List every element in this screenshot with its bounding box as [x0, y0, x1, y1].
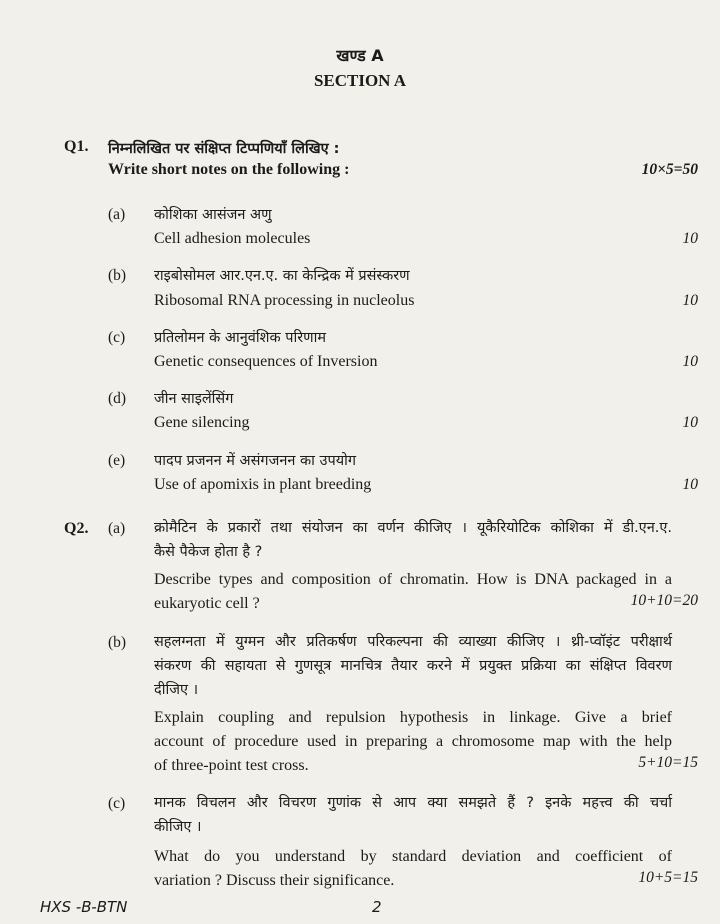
section-heading-hindi: खण्ड A — [336, 46, 384, 65]
q2-part-marks: 10+5=15 — [638, 869, 698, 886]
q2-part-label: (a) — [108, 520, 126, 537]
text-line: Describe types and composition of chromatin. How is DNA packaged in a — [154, 571, 672, 588]
text-line: सहलग्नता में युग्मन और प्रतिकर्षण परिकल्पना की व्याख्या कीजिए । थ्री-प्वॉइंट परीक्षार्थ — [154, 634, 672, 650]
q1-part-hindi: राइबोसोमल आर.एन.ए. का केन्द्रिक में प्रसंस्करण — [154, 268, 410, 284]
q1-part-marks: 10 — [682, 353, 698, 370]
page-number: 2 — [372, 898, 382, 916]
q1-part-label: (a) — [108, 206, 126, 223]
text-line: संकरण की सहायता से गुणसूत्र मानचित्र तैयार करने में प्रयुक्त प्रक्रिया का संक्षिप्त विवरण — [154, 658, 672, 674]
q1-part-english: Genetic consequences of Inversion — [154, 353, 378, 370]
q2-part-label: (b) — [108, 634, 127, 651]
text-line: कीजिए । — [154, 819, 202, 835]
text-line: variation ? Discuss their significance. — [154, 872, 395, 889]
q1-instruction-english: Write short notes on the following : — [108, 161, 350, 178]
paper-code: HXS -B-BTN — [40, 898, 128, 916]
text-line: क्रोमैटिन के प्रकारों तथा संयोजन का वर्णन कीजिए । यूकैरियोटिक कोशिका में डी.एन.ए. — [154, 520, 672, 536]
q1-part-marks: 10 — [682, 230, 698, 247]
text-line: कैसे पैकेज होता है ? — [154, 544, 263, 560]
q2-part-english — [154, 706, 672, 778]
q1-part-english: Cell adhesion molecules — [154, 230, 311, 247]
text-line: eukaryotic cell ? — [154, 595, 260, 612]
question-number-q1: Q1. — [64, 138, 89, 155]
q1-part-hindi: पादप प्रजनन में असंगजनन का उपयोग — [154, 453, 357, 469]
q2-part-marks: 10+10=20 — [630, 592, 698, 609]
q1-part-english: Ribosomal RNA processing in nucleolus — [154, 292, 415, 309]
section-heading-english: SECTION A — [313, 71, 407, 90]
q1-part-hindi: प्रतिलोमन के आनुवंशिक परिणाम — [154, 330, 327, 346]
q1-part-label: (e) — [108, 452, 126, 469]
q2-part-hindi — [154, 516, 672, 564]
q1-part-marks: 10 — [682, 476, 698, 493]
q2-part-english — [154, 568, 672, 616]
text-line: Explain coupling and repulsion hypothesis in linkage. Give a brief — [154, 709, 672, 726]
q1-part-label: (b) — [108, 267, 127, 284]
q2-part-english — [154, 845, 672, 893]
q2-part-hindi — [154, 630, 672, 702]
text-line: मानक विचलन और विचरण गुणांक से आप क्या समझते हैं ? इनके महत्त्व की चर्चा — [154, 795, 672, 811]
q2-part-label: (c) — [108, 795, 126, 812]
q1-part-hindi: जीन साइलेंसिंग — [154, 391, 234, 407]
q2-part-hindi — [154, 791, 672, 839]
q2-part-marks: 5+10=15 — [638, 754, 698, 771]
text-line: दीजिए । — [154, 682, 199, 698]
q1-part-english: Use of apomixis in plant breeding — [154, 476, 372, 493]
question-number-q2: Q2. — [64, 520, 89, 537]
q1-instruction-hindi: निम्नलिखित पर संक्षिप्त टिप्पणियाँ लिखिए : — [108, 141, 340, 157]
q1-total-marks: 10×5=50 — [641, 161, 698, 178]
q1-part-marks: 10 — [682, 292, 698, 309]
text-line: What do you understand by standard deviation and coefficient of — [154, 848, 672, 865]
q1-part-label: (c) — [108, 329, 126, 346]
q1-part-marks: 10 — [682, 414, 698, 431]
q1-part-label: (d) — [108, 390, 127, 407]
q1-part-hindi: कोशिका आसंजन अणु — [154, 207, 272, 223]
q1-part-english: Gene silencing — [154, 414, 250, 431]
text-line: account of procedure used in preparing a chromosome map with the help — [154, 733, 672, 750]
text-line: of three-point test cross. — [154, 757, 309, 774]
